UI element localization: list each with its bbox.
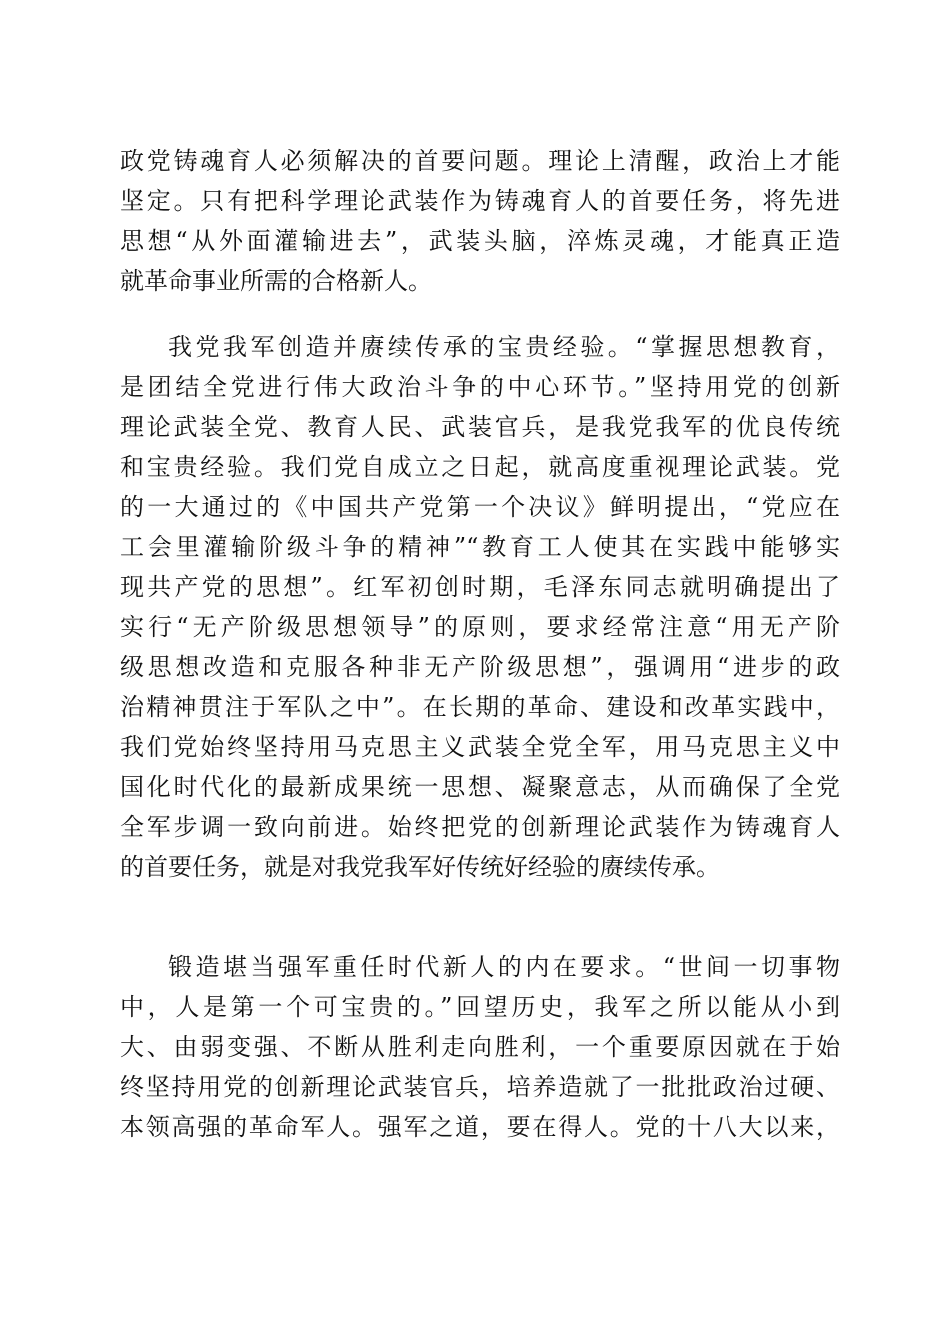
text-line: 锻造堪当强军重任时代新人的内在要求。“世间一切事物 [168,953,840,981]
text-line: 全军步调一致向前进。始终把党的创新理论武装作为铸魂育人 [120,813,840,841]
text-line: 理论武装全党、教育人民、武装官兵，是我党我军的优良传统 [120,413,840,441]
text-line: 我党我军创造并赓续传承的宝贵经验。“掌握思想教育， [168,333,840,361]
text-line: 本领高强的革命军人。强军之道，要在得人。党的十八大以来， [120,1113,840,1141]
paragraph-3 [120,947,840,1147]
text-line: 级思想改造和克服各种非无产阶级思想”，强调用“进步的政 [120,653,840,681]
text-line: 实行“无产阶级思想领导”的原则，要求经常注意“用无产阶 [120,613,840,641]
paragraph-2 [120,327,840,887]
text-line: 坚定。只有把科学理论武装作为铸魂育人的首要任务，将先进 [120,187,840,215]
text-line: 的首要任务，就是对我党我军好传统好经验的赓续传承。 [120,853,720,881]
text-line: 大、由弱变强、不断从胜利走向胜利，一个重要原因就在于始 [120,1033,840,1061]
text-line: 中，人是第一个可宝贵的。”回望历史，我军之所以能从小到 [120,993,840,1021]
text-line: 现共产党的思想”。红军初创时期，毛泽东同志就明确提出了 [120,573,840,601]
text-line: 思想“从外面灌输进去”，武装头脑，淬炼灵魂，才能真正造 [120,227,840,255]
paragraph-1 [120,141,840,301]
text-line: 的一大通过的《中国共产党第一个决议》鲜明提出，“党应在 [120,493,840,521]
text-line: 和宝贵经验。我们党自成立之日起，就高度重视理论武装。党 [120,453,840,481]
text-line: 国化时代化的最新成果统一思想、凝聚意志，从而确保了全党 [120,773,840,801]
text-line: 是团结全党进行伟大政治斗争的中心环节。”坚持用党的创新 [120,373,840,401]
text-line: 就革命事业所需的合格新人。 [120,267,432,295]
text-line: 我们党始终坚持用马克思主义武装全党全军，用马克思主义中 [120,733,840,761]
text-line: 政党铸魂育人必须解决的首要问题。理论上清醒，政治上才能 [120,147,840,175]
text-line: 终坚持用党的创新理论武装官兵，培养造就了一批批政治过硬、 [120,1073,840,1101]
text-line: 治精神贯注于军队之中”。在长期的革命、建设和改革实践中， [120,693,840,721]
text-line: 工会里灌输阶级斗争的精神”“教育工人使其在实践中能够实 [120,533,840,561]
